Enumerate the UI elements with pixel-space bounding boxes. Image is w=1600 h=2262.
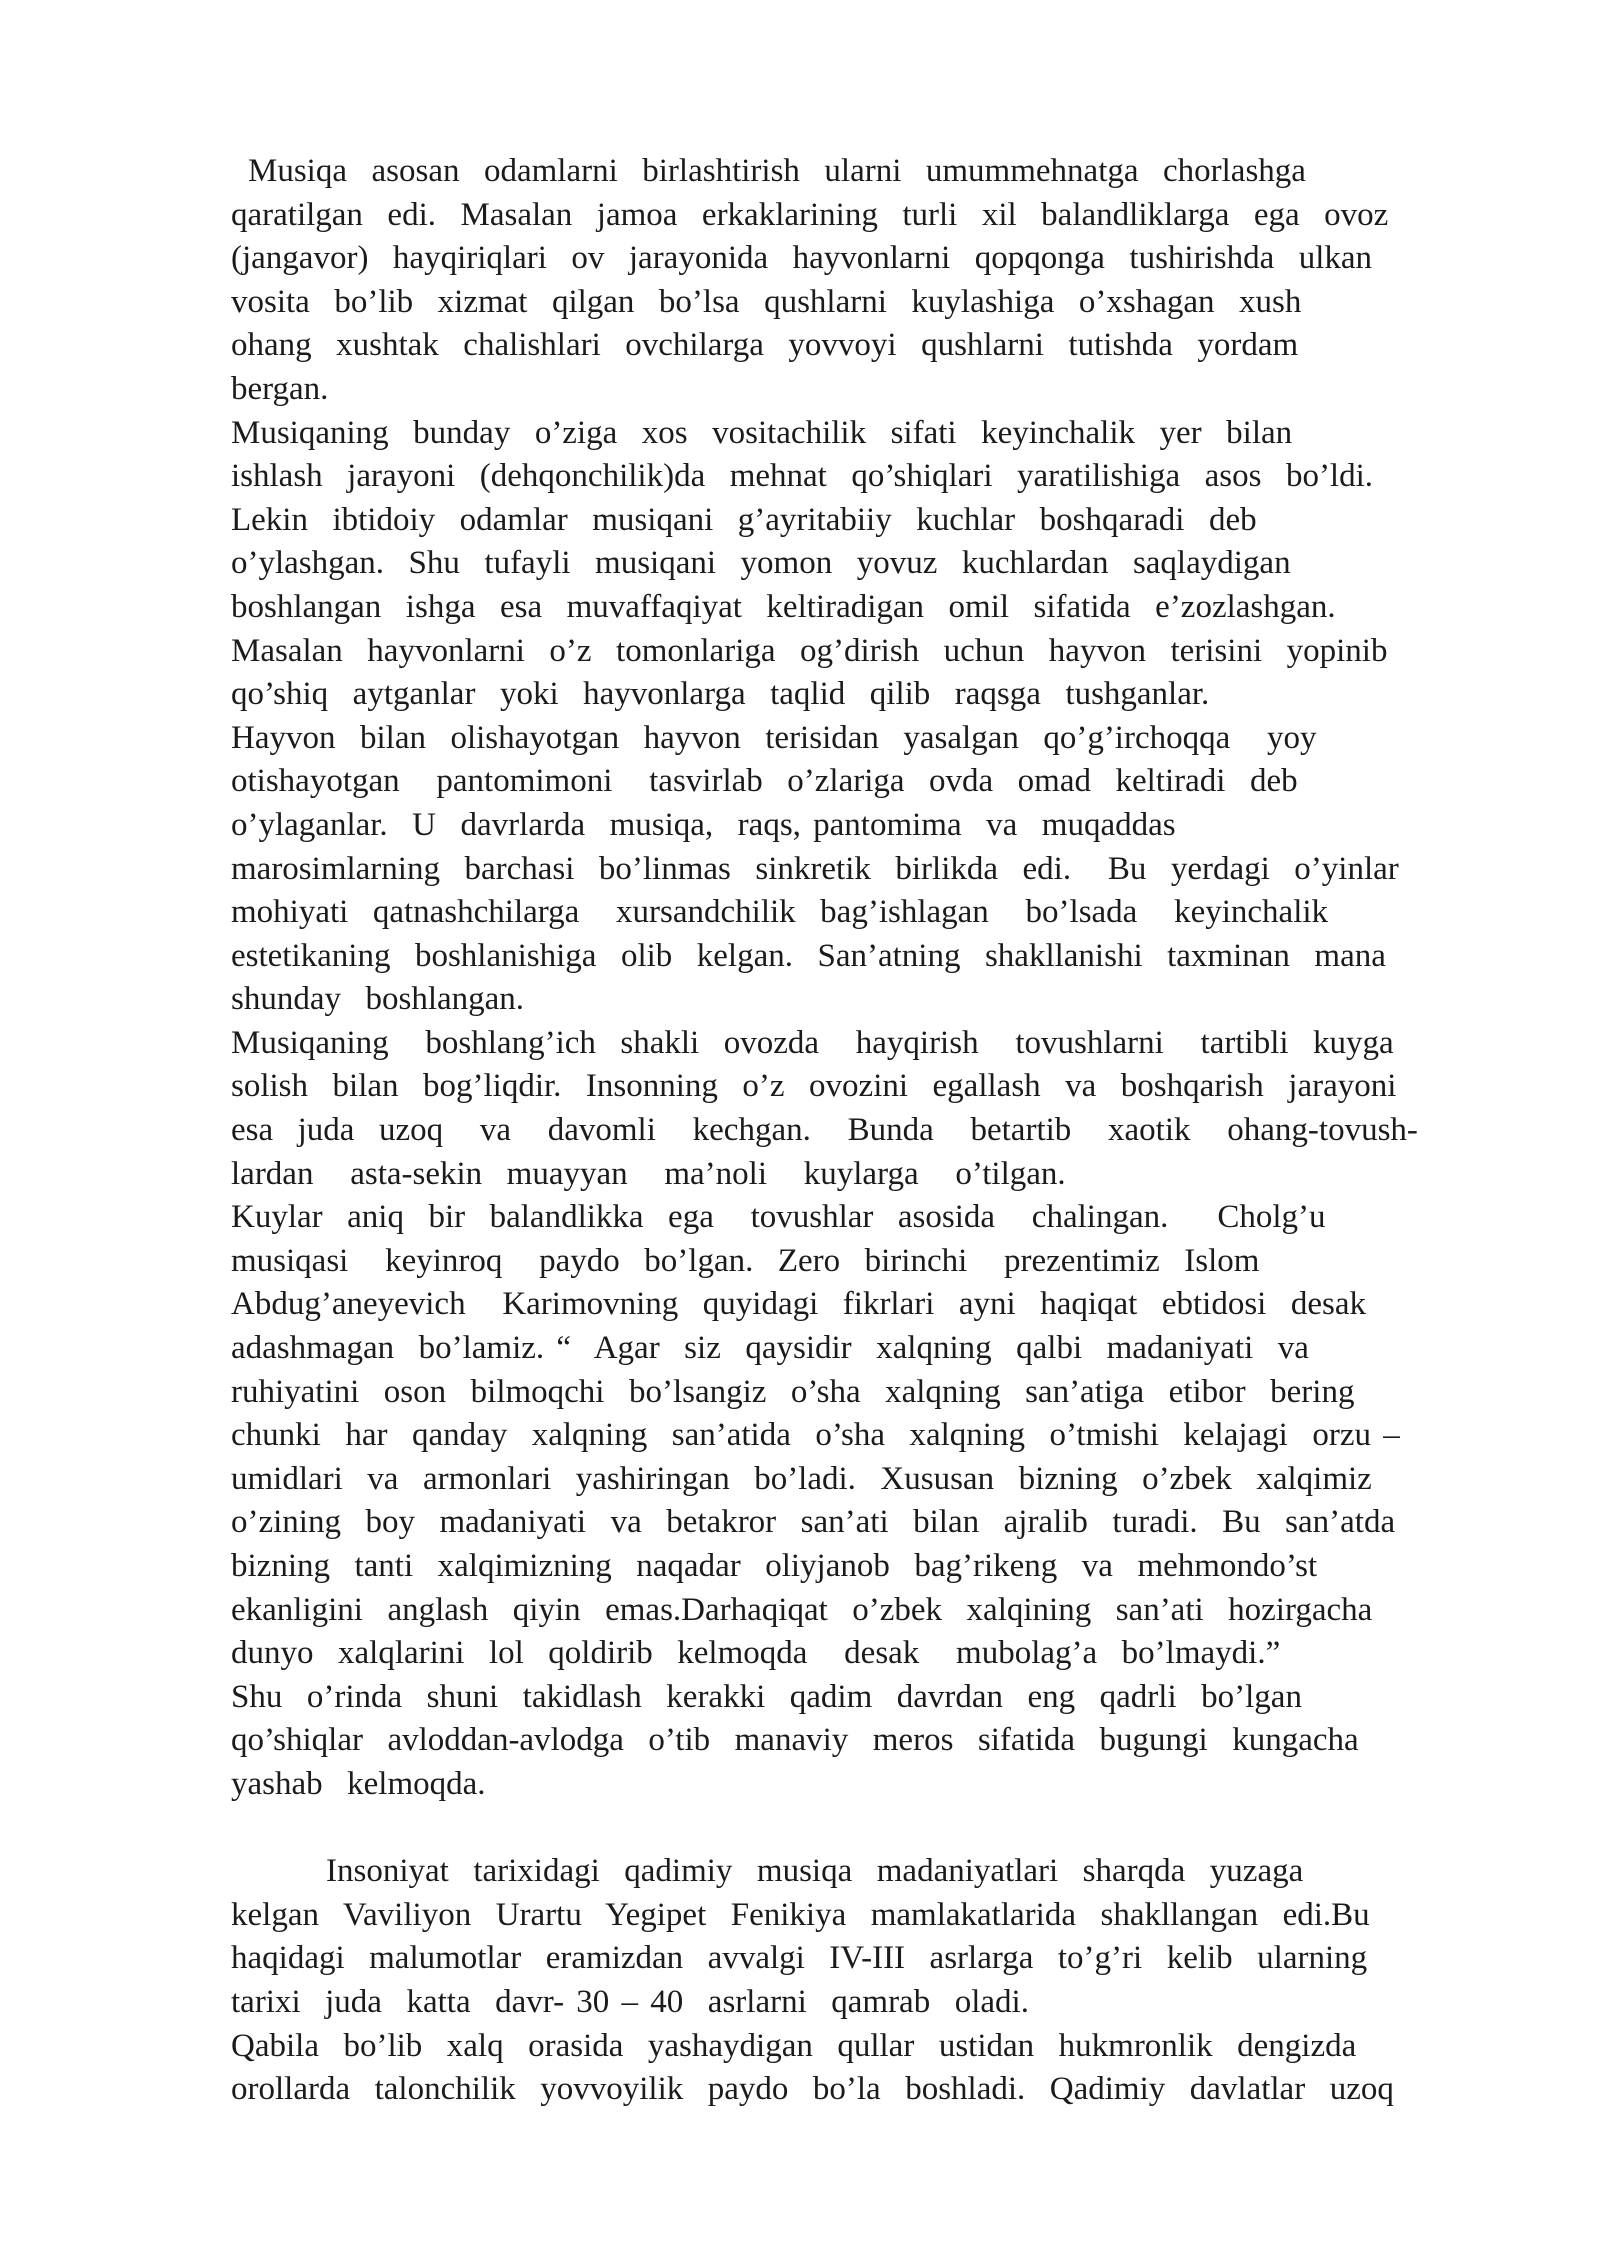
- paragraph-8: [231, 2025, 1501, 2112]
- text-line: Lekin ibtidoiy odamlar musiqani g’ayritabiiy kuchlar boshqaradi deb: [231, 501, 1257, 538]
- text-line: Insoniyat tarixidagi qadimiy musiqa madaniyatlari sharqda yuzaga: [326, 1853, 1304, 1890]
- text-line: yashab kelmoqda.: [231, 1765, 486, 1802]
- text-line: adashmagan bo’lamiz. “ Agar siz qaysidir xalqning qalbi madaniyati va: [231, 1330, 1309, 1367]
- text-line: qo’shiq aytganlar yoki hayvonlarga taqlid qilib raqsga tushganlar.: [231, 676, 1210, 713]
- text-line: orollarda talonchilik yovvoyilik paydo bo’la boshladi. Qadimiy davlatlar uzoq: [231, 2071, 1394, 2108]
- text-line: Musiqa asosan odamlarni birlashtirish ularni umummehnatga chorlashga: [248, 153, 1306, 189]
- text-line: Musiqaning boshlang’ich shakli ovozda hayqirish tovushlarni tartibli kuyga: [231, 1024, 1394, 1061]
- paragraph-3: [231, 717, 1501, 1022]
- text-line: dunyo xalqlarini lol qoldirib kelmoqda desak mubolag’a bo’lmaydi.”: [231, 1635, 1281, 1672]
- paragraph-5: [231, 1196, 1501, 1676]
- text-line: lardan asta-sekin muayyan ma’noli kuylarga o’tilgan.: [231, 1155, 1066, 1192]
- text-line: marosimlarning barchasi bo’linmas sinkretik birlikda edi. Bu yerdagi o’yinlar: [231, 850, 1399, 887]
- text-line: (jangavor) hayqiriqlari ov jarayonida hayvonlarni qopqonga tushirishda ulkan: [231, 240, 1373, 277]
- text-line: estetikaning boshlanishiga olib kelgan. San’atning shakllanishi taxminan mana: [231, 937, 1386, 974]
- text-line: esa juda uzoq va davomli kechgan. Bunda betartib xaotik ohang-tovush-: [231, 1112, 1418, 1149]
- text-line: bergan.: [231, 370, 329, 407]
- text-line: o’zining boy madaniyati va betakror san’ati bilan ajralib turadi. Bu san’atda: [231, 1504, 1396, 1541]
- text-line: bizning tanti xalqimizning naqadar oliyjanob bag’rikeng va mehmondo’st: [231, 1548, 1318, 1584]
- paragraph-2: [231, 412, 1501, 717]
- text-line: shunday boshlangan.: [231, 981, 525, 1018]
- text-line: mohiyati qatnashchilarga xursandchilik bag’ishlagan bo’lsada keyinchalik: [231, 894, 1329, 931]
- text-line: kelgan Vaviliyon Urartu Yegipet Fenikiya mamlakatlarida shakllangan edi.Bu: [231, 1896, 1370, 1933]
- paragraph-6: [231, 1676, 1501, 1807]
- paragraph-7: [231, 1850, 1501, 2024]
- text-line: Abdug’aneyevich Karimovning quyidagi fikrlari ayni haqiqat ebtidosi desak: [231, 1286, 1366, 1323]
- text-line: ohang xushtak chalishlari ovchilarga yovvoyi qushlarni tutishda yordam: [231, 327, 1299, 364]
- text-line: haqidagi malumotlar eramizdan avvalgi IV-III asrlarga to’g’ri kelib ularning: [231, 1940, 1368, 1977]
- document-body: [231, 150, 1501, 2112]
- text-line: chunki har qanday xalqning san’atida o’sha xalqning o’tmishi kelajagi orzu –: [231, 1417, 1400, 1454]
- text-line: ekanligini anglash qiyin emas.Darhaqiqat o’zbek xalqining san’ati hozirgacha: [231, 1591, 1373, 1628]
- text-line: vosita bo’lib xizmat qilgan bo’lsa qushlarni kuylashiga o’xshagan xush: [231, 283, 1302, 320]
- paragraph-4: [231, 1022, 1501, 1196]
- text-line: Shu o’rinda shuni takidlash kerakki qadim davrdan eng qadrli bo’lgan: [231, 1678, 1302, 1715]
- text-line: Musiqaning bunday o’ziga xos vositachilik sifati keyinchalik yer bilan: [231, 414, 1293, 451]
- text-line: qo’shiqlar avloddan-avlodga o’tib manaviy meros sifatida bugungi kungacha: [231, 1722, 1359, 1759]
- text-line: o’ylaganlar. U davrlarda musiqa, raqs, pantomima va muqaddas: [231, 806, 1176, 843]
- text-line: ishlash jarayoni (dehqonchilik)da mehnat qo’shiqlari yaratilishiga asos bo’ldi.: [231, 458, 1374, 495]
- text-line: Masalan hayvonlarni o’z tomonlariga og’dirish uchun hayvon terisini yopinib: [231, 632, 1388, 669]
- text-line: tarixi juda katta davr- 30 – 40 asrlarni qamrab oladi.: [231, 1983, 1029, 2020]
- text-line: qaratilgan edi. Masalan jamoa erkaklarining turli xil balandliklarga ega ovoz: [231, 196, 1389, 233]
- text-line: musiqasi keyinroq paydo bo’lgan. Zero birinchi prezentimiz Islom: [231, 1242, 1260, 1279]
- text-line: boshlangan ishga esa muvaffaqiyat keltiradigan omil sifatida e’zozlashgan.: [231, 588, 1336, 625]
- paragraph-1: [231, 150, 1501, 412]
- paragraph-spacer: [231, 1807, 1501, 1851]
- text-line: Qabila bo’lib xalq orasida yashaydigan qullar ustidan hukmronlik dengizda: [231, 2027, 1357, 2064]
- text-line: umidlari va armonlari yashiringan bo’ladi. Xususan bizning o’zbek xalqimiz: [231, 1460, 1372, 1497]
- text-line: o’ylashgan. Shu tufayli musiqani yomon yovuz kuchlardan saqlaydigan: [231, 545, 1291, 582]
- text-line: ruhiyatini oson bilmoqchi bo’lsangiz o’sha xalqning san’atiga etibor bering: [231, 1373, 1355, 1410]
- text-line: solish bilan bog’liqdir. Insonning o’z ovozini egallash va boshqarish jarayoni: [231, 1068, 1397, 1105]
- text-line: otishayotgan pantomimoni tasvirlab o’zlariga ovda omad keltiradi deb: [231, 763, 1298, 800]
- text-line: Hayvon bilan olishayotgan hayvon terisidan yasalgan qo’g’irchoqqa yoy: [231, 719, 1317, 756]
- text-line: Kuylar aniq bir balandlikka ega tovushlar asosida chalingan. Cholg’u: [231, 1199, 1326, 1236]
